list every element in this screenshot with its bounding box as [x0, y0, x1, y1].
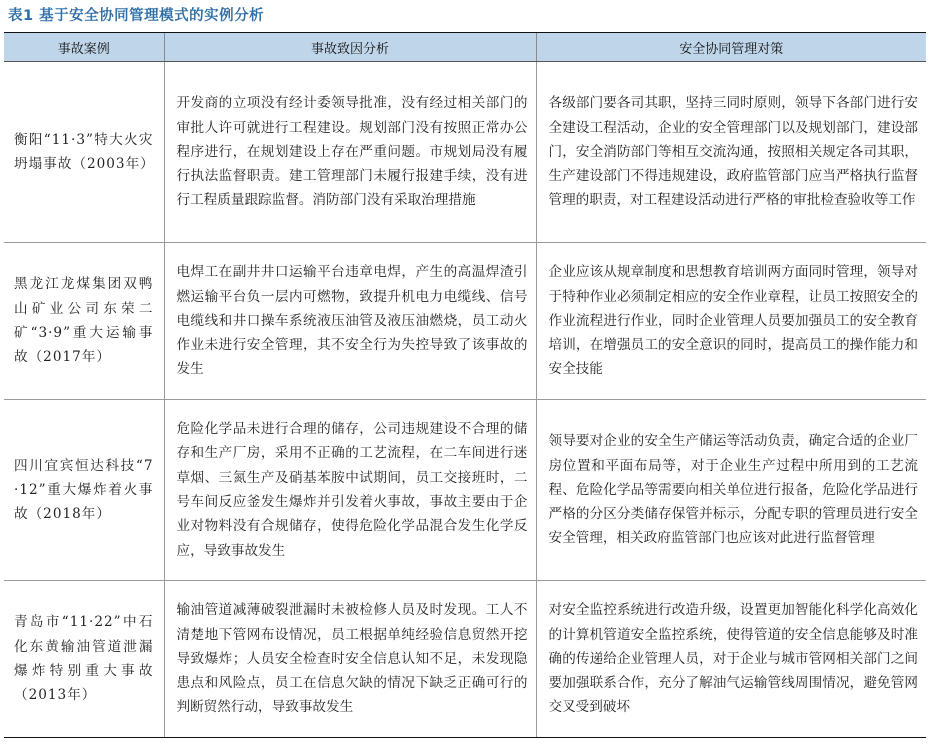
- countermeasure-cell: 领导要对企业的安全生产储运等活动负责，确定合适的企业厂房位置和平面布局等，对于企业生产过程中所用到的工艺流程、危险化学品等需要向相关单位进行报备，危险化学品进行严格的分区分类储存保管并标示，分配专职的管理员进行安全安全管理，相关政府监管部门也应该对此进行监督管理: [536, 400, 926, 581]
- case-cell: 四川宜宾恒达科技“7·12”重大爆炸着火事故（2018年）: [4, 400, 164, 581]
- header-case: 事故案例: [4, 33, 164, 62]
- header-row: [4, 33, 926, 62]
- countermeasure-cell: 各级部门要各司其职，坚持三同时原则，领导下各部门进行安全建设工程活动，企业的安全管理部门以及规划部门，建设部门，安全消防部门等相互交流沟通，按照相关规定各司其职，生产建设部门不得违规建设，政府监管部门应当严格执行监督管理的职责，对工程建设活动进行严格的审批检查验收等工作: [536, 62, 926, 243]
- case-analysis-table: [4, 32, 926, 738]
- table-row: [4, 62, 926, 243]
- countermeasure-cell: 对安全监控系统进行改造升级，设置更加智能化科学化高效化的计算机管道安全监控系统，使得管道的安全信息能够及时准确的传递给企业管理人员，对于企业与城市管网相关部门之间要加强联系合作，充分了解油气运输管线周围情况，避免管网交叉受到破坏: [536, 581, 926, 738]
- table-row: [4, 581, 926, 738]
- case-cell: 青岛市“11·22”中石化东黄输油管道泄漏爆炸特别重大事故（2013年）: [4, 581, 164, 738]
- table-caption: 表1 基于安全协同管理模式的实例分析: [8, 8, 265, 24]
- countermeasure-cell: 企业应该从规章制度和思想教育培训两方面同时管理，领导对于特种作业必须制定相应的安全作业章程，让员工按照安全的作业流程进行作业，同时企业管理人员要加强员工的安全教育培训，在增强员工的安全意识的同时，提高员工的操作能力和安全技能: [536, 243, 926, 400]
- header-cause: 事故致因分析: [164, 33, 536, 62]
- cause-cell: 输油管道减薄破裂泄漏时未被检修人员及时发现。工人不清楚地下管网布设情况，员工根据单纯经验信息贸然开挖导致爆炸；人员安全检查时安全信息认知不足，未发现隐患点和风险点，员工在信息欠缺的情况下缺乏正确可行的判断贸然行动，导致事故发生: [164, 581, 536, 738]
- cause-cell: 危险化学品未进行合理的储存，公司违规建设不合理的储存和生产厂房，采用不正确的工艺流程，在二车间进行迷草烟、三氮生产及硝基苯胺中试期间，员工交接班时，二号车间反应釜发生爆炸并引发着火事故，事故主要由于企业对物料没有合规储存，使得危险化学品混合发生化学反应，导致事故发生: [164, 400, 536, 581]
- case-cell: 衡阳“11·3”特大火灾坍塌事故（2003年）: [4, 62, 164, 243]
- cause-cell: 电焊工在副井井口运输平台违章电焊，产生的高温焊渣引燃运输平台负一层内可燃物，致提升机电力电缆线、信号电缆线和井口操车系统液压油管及液压油燃烧，员工动火作业未进行安全管理，其不安全行为失控导致了该事故的发生: [164, 243, 536, 400]
- case-cell: 黑龙江龙煤集团双鸭山矿业公司东荣二矿“3·9”重大运输事故（2017年）: [4, 243, 164, 400]
- header-countermeasure: 安全协同管理对策: [536, 33, 926, 62]
- cause-cell: 开发商的立项没有经计委领导批准，没有经过相关部门的审批人许可就进行工程建设。规划部门没有按照正常办公程序进行，在规划建设上存在严重问题。市规划局没有履行执法监督职责。建工管理部门未履行报建手续，没有进行工程质量跟踪监督。消防部门没有采取治理措施: [164, 62, 536, 243]
- table-row: [4, 400, 926, 581]
- table-row: [4, 243, 926, 400]
